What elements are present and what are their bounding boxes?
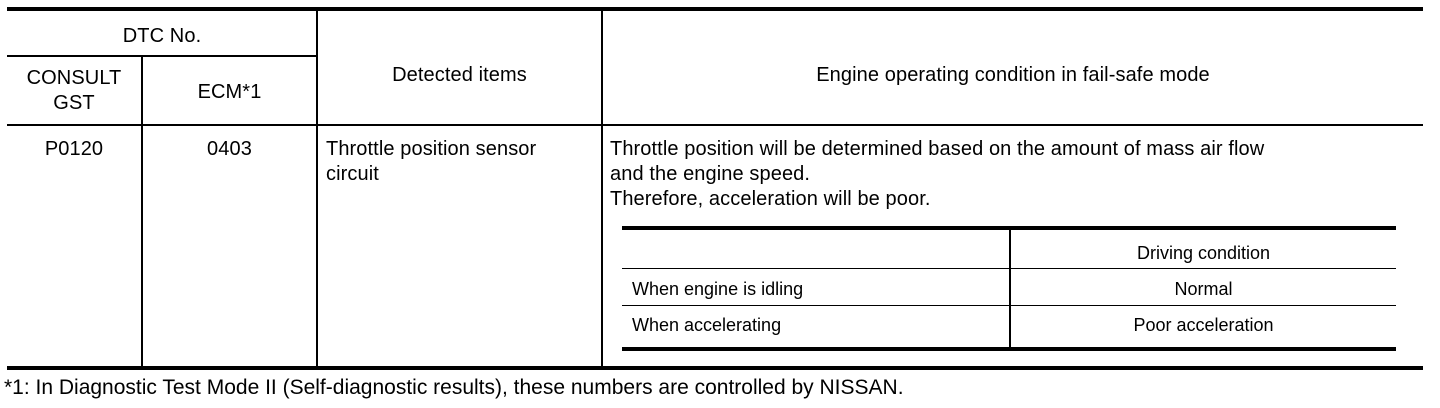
inner-row-value-accelerating: Poor acceleration xyxy=(1133,315,1274,335)
header-bottom-border xyxy=(7,124,1423,126)
table-top-border xyxy=(7,7,1423,11)
ecm-value: 0403 xyxy=(207,138,252,160)
engine-condition-header: Engine operating condition in fail-safe mode xyxy=(816,64,1210,86)
inner-row-value-idling: Normal xyxy=(1174,279,1233,299)
condition-line1: Throttle position will be determined based on the amount of mass air flow xyxy=(610,138,1265,160)
driving-condition-header: Driving condition xyxy=(1136,243,1271,263)
detected-item-line2: circuit xyxy=(326,163,379,185)
detected-items-header: Detected items xyxy=(392,64,527,86)
consult-gst-value: P0120 xyxy=(44,138,104,160)
condition-line2: and the engine speed. xyxy=(610,163,811,185)
inner-row-label-accelerating: When accelerating xyxy=(632,315,782,335)
ecm-header: ECM*1 xyxy=(197,81,262,103)
table-bottom-border xyxy=(7,366,1423,370)
dtc-no-header: DTC No. xyxy=(122,25,202,47)
condition-line3: Therefore, acceleration will be poor. xyxy=(610,188,931,210)
dtc-header-divider xyxy=(7,55,317,57)
detected-item-line1: Throttle position sensor xyxy=(326,138,537,160)
consult-gst-header-line1: CONSULT xyxy=(26,67,122,89)
consult-gst-header-line2: GST xyxy=(53,92,95,114)
inner-row-label-idling: When engine is idling xyxy=(632,279,804,299)
inner-table-bottom-border xyxy=(622,347,1396,351)
footnote: *1: In Diagnostic Test Mode II (Self-diagnostic results), these numbers are controlled by NISSAN. xyxy=(4,376,904,399)
